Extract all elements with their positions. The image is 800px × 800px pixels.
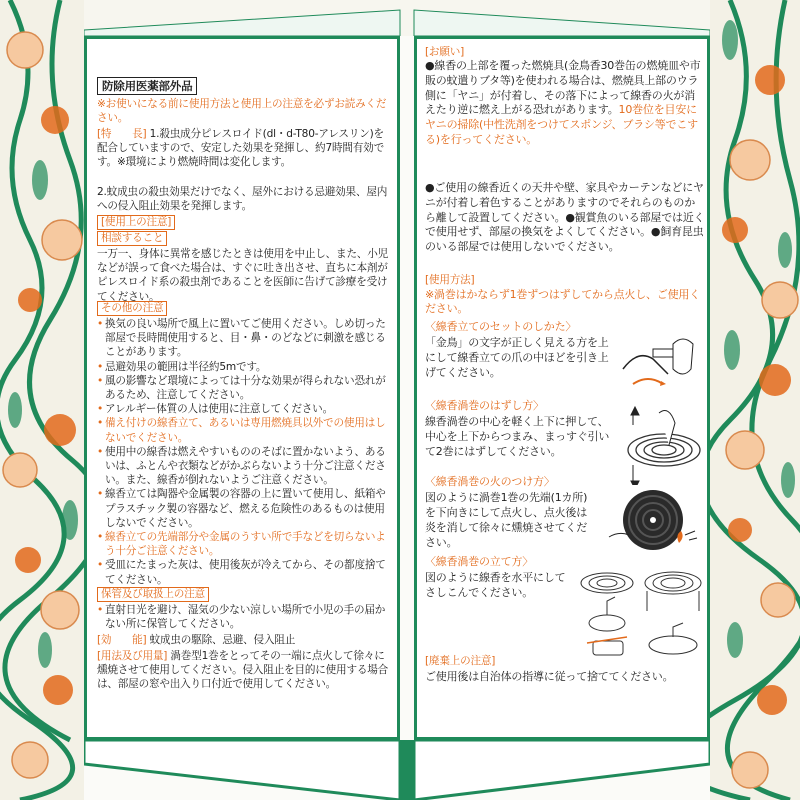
- step2-title: 〈線香渦巻のはずし方〉: [425, 399, 544, 412]
- storage-header: 保管及び取扱上の注意: [97, 587, 209, 602]
- step1-title: 〈線香立てのセットのしかた〉: [425, 320, 577, 333]
- product-category-title: 防除用医薬部外品: [97, 77, 197, 95]
- step2-text: 線香渦巻の中心を軽く上下に押して、中心を上下からつまみ、まっすぐ引いて2巻にはずしてください。: [425, 415, 610, 458]
- method-header: [使用方法]: [425, 274, 475, 286]
- right-pattern-strip: [710, 0, 800, 800]
- intro-note: ※お使いになる前に使用方法と使用上の注意を必ずお読みください。: [97, 98, 387, 125]
- disposal-header: [廃棄上の注意]: [425, 655, 496, 667]
- effect-text: 蚊成虫の駆除、忌避、侵入阻止: [149, 634, 296, 646]
- step3-text: 図のように渦巻1巻の先端(1カ所)を下向きにして点火し、点火後は炎を消して徐々に燻焼させてください。: [425, 491, 588, 549]
- usage-label: [用法及び用量]: [97, 650, 168, 662]
- step1-text: 「金鳥」の文字が正しく見える方を上にして線香立ての爪の中ほどを引き上げてください。: [425, 336, 609, 379]
- storage-item: [97, 603, 389, 631]
- other-list: [97, 317, 389, 587]
- usage-text: 渦巻型1巻をとってその一端に点火して徐々に燻焼させて使用してください。侵入阻止を目的に使用する場合は、部屋の窓や出入り口付近で使用してください。: [97, 650, 389, 691]
- disposal-text: ご使用後は自治体の指導に従って捨ててください。: [425, 670, 674, 683]
- left-panel: [84, 36, 400, 740]
- step4-title: 〈線香渦巻の立て方〉: [425, 555, 533, 568]
- request-text-highlight: 10巻位を目安にヤニの掃除(中性洗剤をつけてスポンジ、ブラシ等でこする)を行ってください。: [425, 103, 698, 146]
- request-text-1: ●線香の上部を覆った燃焼具(金鳥香30巻缶の燃焼皿や市販の蚊遣りブタ等)を使われる場合は、燃焼具上部のウラ側に「ヤニ」が付着し、その落下によって線香の火が消えたり逆に燃え上がる恐れがあります。: [425, 59, 701, 117]
- caution-header: [使用上の注意]: [97, 215, 175, 230]
- stand-setup-illustration: [613, 329, 703, 399]
- step3-title: 〈線香渦巻の火のつけ方〉: [425, 475, 555, 488]
- list-item: • 直射日光を避け、湿気の少ない涼しい場所で小児の手の届かない所に保管してください。: [97, 603, 389, 631]
- right-panel: [414, 36, 710, 740]
- left-pattern-strip: [0, 0, 84, 800]
- request-header: [お願い]: [425, 46, 465, 58]
- coil-lighting-illustration: [603, 485, 709, 555]
- list-item: • 使用中の線香は燃えやすいもののそばに置かないよう、あるいは、ふとんや衣類などがかぶらないよう十分ご注意ください。また、線香が倒れないようご注意ください。: [97, 445, 389, 488]
- coil-separate-illustration: [619, 405, 709, 485]
- list-item: • 線香立ては陶器や金属製の容器の上に置いて使用し、紙箱やプラスチック製の容器など、燃える危険性のあるものは使用しないでください。: [97, 487, 389, 530]
- feature-label: [特 長]: [97, 128, 147, 140]
- consult-text: 一万一、身体に異常を感じたときは使用を中止し、また、小児などが誤って食べた場合は、すぐに吐き出させ、直ちに本剤がピレスロイド系の殺虫剤であることを医師に告げて診療を受けてください。: [97, 248, 389, 303]
- top-border: [84, 0, 710, 36]
- other-header: その他の注意: [97, 301, 167, 316]
- request-text-2: ●ご使用の線香近くの天井や壁、家具やカーテンなどにヤニが付着し着色することがありますのでそれらのものから離して設置してください。●観賞魚のいる部屋では近くで使用せず、部屋の換気をよくしてください。●飼育昆虫のいる部屋では使用しないでください。: [425, 181, 705, 254]
- method-note: ※渦巻はかならず1巻ずつはずしてから点火し、ご使用ください。: [425, 288, 701, 316]
- effect-section: [97, 633, 389, 647]
- feature-1: 1.殺虫成分ピレスロイド(dl・d-T80-アレスリン)を配合していますので、安定した効果を発揮し、約7時間有効です。※環境により燃焼時間は変化します。: [97, 128, 384, 169]
- consult-header: 相談すること: [97, 231, 167, 246]
- list-item: • 受皿にたまった灰は、使用後灰が冷えてから、その都度捨ててください。: [97, 558, 389, 586]
- list-item: • 忌避効果の範囲は半径約5mです。: [97, 360, 389, 374]
- feature-2: 2.蚊成虫の殺虫効果だけでなく、屋外における忌避効果、屋内への侵入阻止効果を発揮します。: [97, 186, 388, 213]
- feature-section: [97, 127, 389, 170]
- request-text: [425, 59, 705, 148]
- usage-section: [97, 649, 389, 692]
- list-item: • アレルギー体質の人は使用に注意してください。: [97, 402, 389, 416]
- step4-text: 図のように線香を水平にしてさしこんでください。: [425, 571, 566, 599]
- list-item: • 風の影響など環境によっては十分な効果が得られない恐れがあるため、注意してください。: [97, 374, 389, 402]
- effect-label: [効 能]: [97, 634, 147, 646]
- list-item: • 換気の良い場所で風上に置いてご使用ください。しめ切った部屋で長時間使用すると、目・鼻・のどなどに刺激を感じることがあります。: [97, 317, 389, 360]
- coil-standing-illustration: [577, 553, 707, 663]
- bottom-fold: [84, 740, 710, 800]
- list-item-warning: • 線香立ての先端部分や金属のうすい所で手などを切らないよう十分ご注意ください。: [97, 530, 389, 558]
- list-item-warning: • 備え付けの線香立て、あるいは専用燃焼具以外での使用はしないでください。: [97, 416, 389, 444]
